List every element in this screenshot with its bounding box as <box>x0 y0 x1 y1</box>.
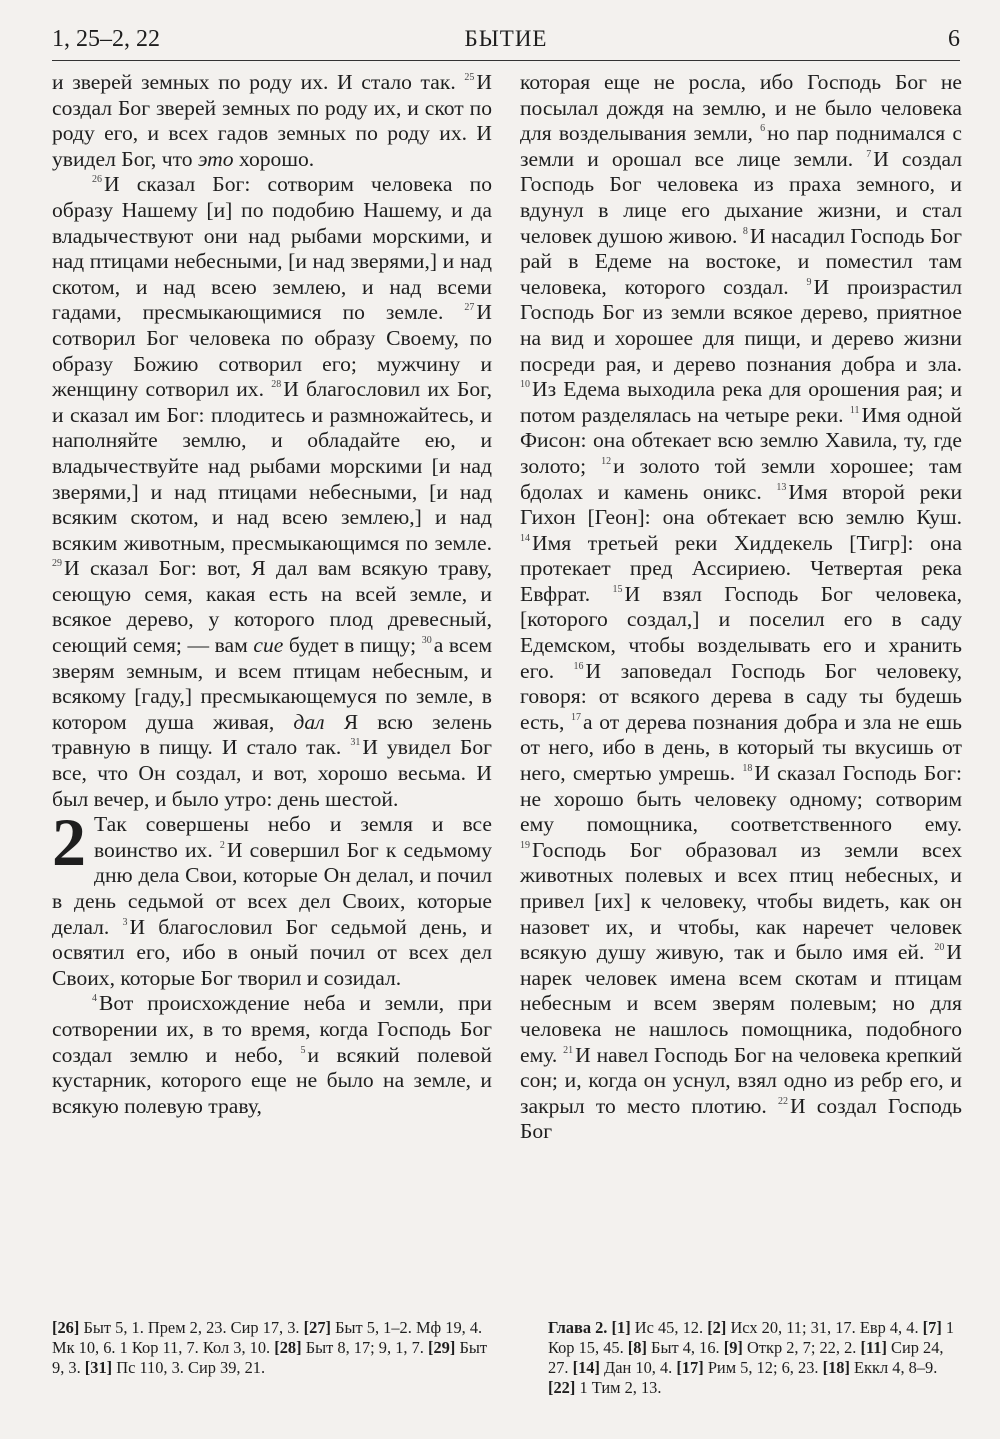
verse-number: 2 <box>219 839 225 851</box>
verse-number: 5 <box>300 1044 306 1056</box>
verse-number: 19 <box>520 839 530 851</box>
verse-number: 22 <box>777 1095 788 1107</box>
footnote: [27] Быт 5, 1–2. Мф 19, 4. Мк 10, 6. 1 Кор 11, 7. Кол 3, 10. <box>52 1318 483 1357</box>
verse-number: 7 <box>866 148 872 160</box>
verse-number: 31 <box>350 737 361 749</box>
footnote: [28] Быт 8, 17; 9, 1, 7. <box>274 1338 424 1357</box>
verse-text: и зверей земных по роду их. И стало так. $^{25}$И создал Бог зверей земных по роду их, и скот по роду его, и всех гадов земных по роду их. И увидел Бог, что это хорошо. <box>52 70 493 171</box>
footnote: [8] Быт 4, 16. <box>627 1338 720 1357</box>
footnote-chapter-label: Глава 2. <box>548 1318 608 1337</box>
verse-text: которая еще не росла, ибо Господь Бог не посылал дождя на землю, и не было человека для возделывания земли, $^6$но пар поднимался с земли и орошал все лице земли. $^7$И создал Господь Бог человека из праха земного, и вдунул в лице его дыхание жизни, и стал человек душою живою. $^8$И насадил Господь Бог рай в Едеме на востоке, и поместил там человека, которого создал. $^9$И произрастил Господь Бог из земли всякое дерево, приятное на вид и хорошее для пищи, и дерево жизни посреди рая, и дерево познания добра и зла. $^{10}$Из Едема выходила река для орошения рая; и потом разделялась на четыре реки. $^{11}$Имя одной Фисон: она обтекает всю землю Хавила, ту, где золото; $^{12}$и золото той земли хорошее; там бдолах и камень оникс. $^{13}$Имя второй реки Гихон [Геон]: она обтекает всю землю Куш. $^{14}$Имя третьей реки Хиддекель [Тигр]: она протекает пред Ассириею. Четвертая река Евфрат. $^{15}$И взял Господь Бог человека, [которого создал,] и поселил его в саду Едемском, чтобы возделывать его и хранить его. $^{16}$И заповедал Господь Бог человеку, говоря: от всякого дерева в саду ты будешь есть, $^{17}$а от дерева познания добра и зла не ешь от него, ибо в день, в который ты вкусишь от него, смертью умрешь. $^{18}$И сказал Господь Бог: не хорошо быть человеку одному; сотворим ему помощника, соответственного ему. $^{19}$Господь Бог образовал из земли всех животных полевых и всех птиц небесных, и привел [их] к человеку, чтобы видеть, как он назовет их, и чтобы, как наречет человек всякую душу живую, так и было имя ей. $^{20}$И нарек человек имена всем скотам и птицам небесным и всем зверям полевым; но для человека не нашлось помощника, подобного ему. $^{21}$И навел Господь Бог на человека крепкий сон; и, когда он уснул, взял одно из ребр его, и закрыл то место плотию. $^{22}$И создал Господь Бог <box>520 70 963 1144</box>
page-number: 6 <box>948 26 960 52</box>
verse-number: 20 <box>934 942 945 954</box>
footnote: [7] 1 Кор 15, 45. <box>548 1318 955 1357</box>
footnote: [1] Ис 45, 12. <box>611 1318 704 1337</box>
footnote: [14] Дан 10, 4. <box>572 1358 673 1377</box>
right-text-column <box>520 70 962 1145</box>
verse-number: 13 <box>776 481 787 493</box>
footnote: [22] 1 Тим 2, 13. <box>548 1378 662 1397</box>
footnote: [2] Исх 20, 11; 31, 17. Евр 4, 4. <box>707 1318 919 1337</box>
verse-number: 8 <box>742 225 748 237</box>
left-text-column <box>52 70 492 1119</box>
verse-number: 10 <box>520 379 530 391</box>
verse-text: $^4$Вот происхождение неба и земли, при сотворении их, в то время, когда Господь Бог создал землю и небо, $^5$и всякий полевой кустарник, которого еще не было на земле, и всякую полевую траву, <box>52 991 492 1118</box>
chapter-2-start: 2 Так совершены небо и земля и все воинство их. $^2$И совершил Бог к седьмому дню дела Свои, которые Он делал, и почил в день седьмой от всех дел Своих, которые делал. $^3$И благословил Бог седьмой день, и освятил его, ибо в оный почил от всех дел Своих, которые Бог творил и созидал. <box>52 804 493 990</box>
verse-number: 18 <box>742 763 753 775</box>
verse-number: 11 <box>849 404 860 416</box>
verse-number: 9 <box>806 276 812 288</box>
footnote: [17] Рим 5, 12; 6, 23. <box>676 1358 819 1377</box>
footnote: [18] Еккл 4, 8–9. <box>822 1358 938 1377</box>
verse-number: 25 <box>464 72 475 83</box>
verse-number: 26 <box>92 174 102 186</box>
verse-number: 17 <box>571 711 582 723</box>
verse-number: 29 <box>52 558 62 570</box>
verse-number: 6 <box>760 123 766 135</box>
footnote: [11] Сир 24, 27. <box>548 1338 944 1377</box>
verse-number: 21 <box>563 1044 574 1056</box>
verse-number: 30 <box>421 635 432 647</box>
verse-number: 28 <box>271 379 282 391</box>
verse-text: $^{26}$И сказал Бог: сотворим человека по образу Нашему [и] по подобию Нашему, и да владычествуют они над рыбами морскими, и над птицами небесными, [и над зверями,] и над скотом, и над всею землею, и над всеми гадами, пресмыкающимися по земле. $^{27}$И сотворил Бог человека по образу Своему, по образу Божию сотворил его; мужчину и женщину сотворил их. $^{28}$И благословил их Бог, и сказал им Бог: плодитесь и размножайтесь, и наполняйте землю, и обладайте ею, и владычествуйте над рыбами морскими [и над зверями,] и над птицами небесными, [и над всяким скотом, и над всею землею,] и над всяким животным, пресмыкающимся по земле. $^{29}$И сказал Бог: вот, Я дал вам всякую траву, сеющую семя, какая есть на всей земле, и всякое дерево, у которого плод древесный, сеющий семя; — вам сие будет в пищу; $^{30}$а всем зверям земным, и всем птицам небесным, и всякому [гаду,] пресмыкающемуся по земле, в котором душа живая, дал Я всю зелень травную в пищу. И стало так. $^{31}$И увидел Бог все, что Он создал, и вот, хорошо весьма. И был вечер, и было утро: день шестой. <box>52 172 493 811</box>
verse-number: 16 <box>573 660 584 672</box>
chapter-number: 2 <box>52 804 86 881</box>
verse-number: 12 <box>601 455 612 467</box>
footnotes-left <box>52 1318 492 1378</box>
running-reference: 1, 25–2, 22 <box>52 26 160 52</box>
footnote: [9] Откр 2, 7; 22, 2. <box>723 1338 857 1357</box>
verse-number: 15 <box>612 583 623 595</box>
verse-number: 3 <box>122 916 128 928</box>
page-header <box>52 22 960 61</box>
verse-number: 14 <box>520 532 530 544</box>
footnote: [31] Пс 110, 3. Сир 39, 21. <box>84 1358 266 1377</box>
footnotes-right <box>548 1318 962 1398</box>
verse-number: 27 <box>464 302 475 314</box>
book-title: БЫТИЕ <box>464 26 548 51</box>
footnote: [29] Быт 9, 3. <box>52 1338 488 1377</box>
footnote: [26] Быт 5, 1. Прем 2, 23. Сир 17, 3. <box>52 1318 300 1337</box>
verse-number: 4 <box>92 993 97 1005</box>
